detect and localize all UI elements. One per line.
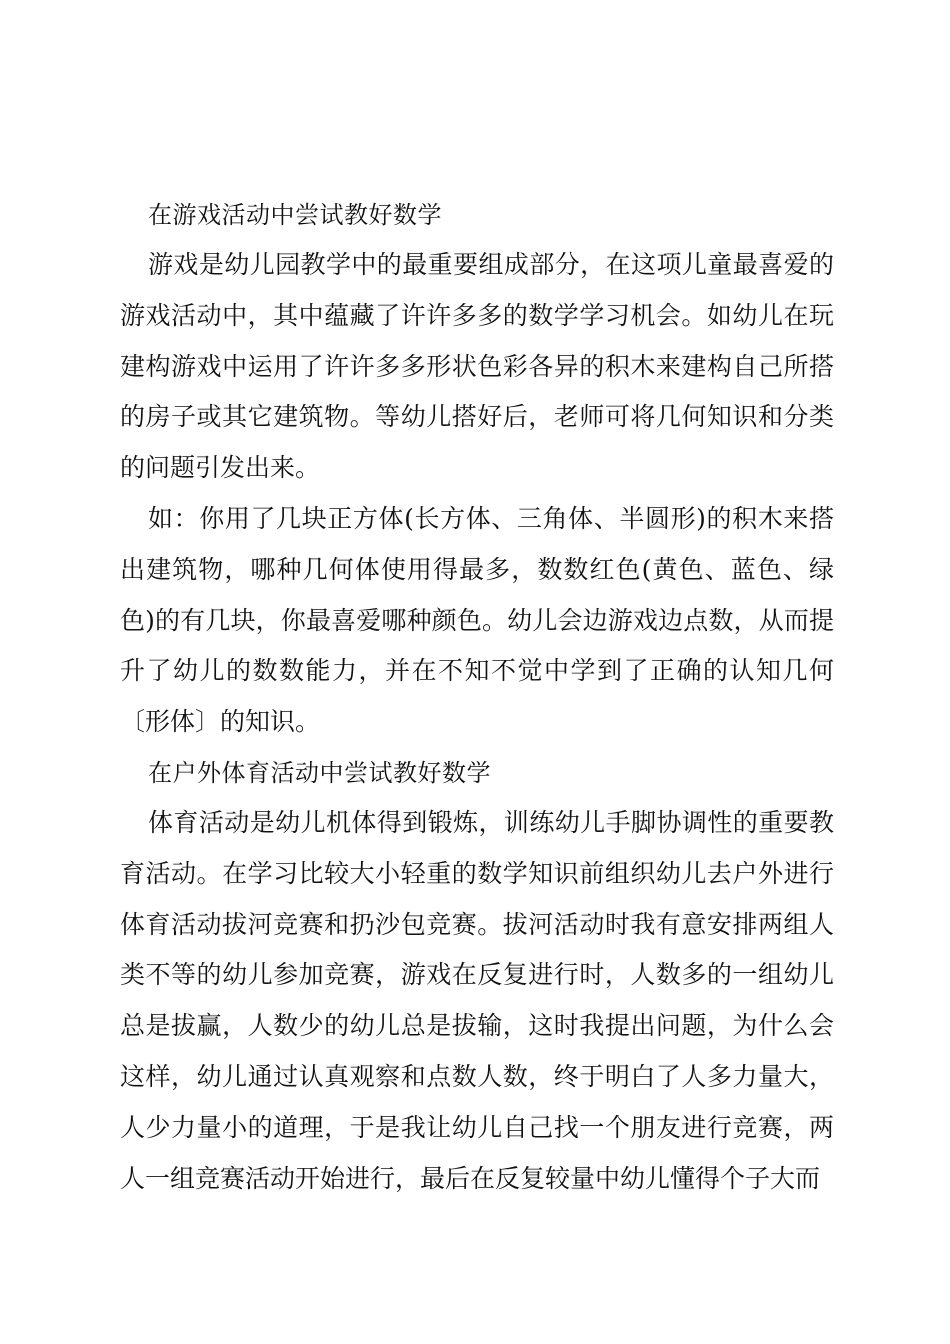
paragraph-outdoor-sports: 体育活动是幼儿机体得到锻炼，训练幼儿手脚协调性的重要教育活动。在学习比较大小轻重的数学知识前组织幼儿去户外进行体育活动拔河竞赛和扔沙包竞赛。拔河活动时我有意安排两组人类不等的幼儿参加竞赛，游戏在反复进行时，人数多的一组幼儿总是拔赢，人数少的幼儿总是拔输，这时我提出问题，为什么会这样，幼儿通过认真观察和点数人数，终于明白了人多力量大，人少力量小的道理，于是我让幼儿自己找一个朋友进行竞赛，两人一组竞赛活动开始进行，最后在反复较量中幼儿懂得个子大而 xyxy=(120,807,834,1193)
paragraph-games-intro: 游戏是幼儿园教学中的最重要组成部分，在这项儿童最喜爱的游戏活动中，其中蕴藏了许许多多的数学学习机会。如幼儿在玩建构游戏中运用了许许多多形状色彩各异的积木来建构自己所搭的房子或其它建筑物。等幼儿搭好后，老师可将几何知识和分类的问题引发出来。 xyxy=(120,250,834,483)
document-page xyxy=(120,190,834,1204)
section-heading-outdoor-sports: 在户外体育活动中尝试教好数学 xyxy=(148,758,491,787)
paragraph-games-example: 如：你用了几块正方体(长方体、三角体、半圆形)的积木来搭出建筑物，哪种几何体使用得最多，数数红色(黄色、蓝色、绿色)的有几块，你最喜爱哪种颜色。幼儿会边游戏边点数，从而提升了幼儿的数数能力，并在不知不觉中学到了正确的认知几何〔形体〕的知识。 xyxy=(120,503,834,737)
section-heading-games: 在游戏活动中尝试教好数学 xyxy=(148,201,442,229)
